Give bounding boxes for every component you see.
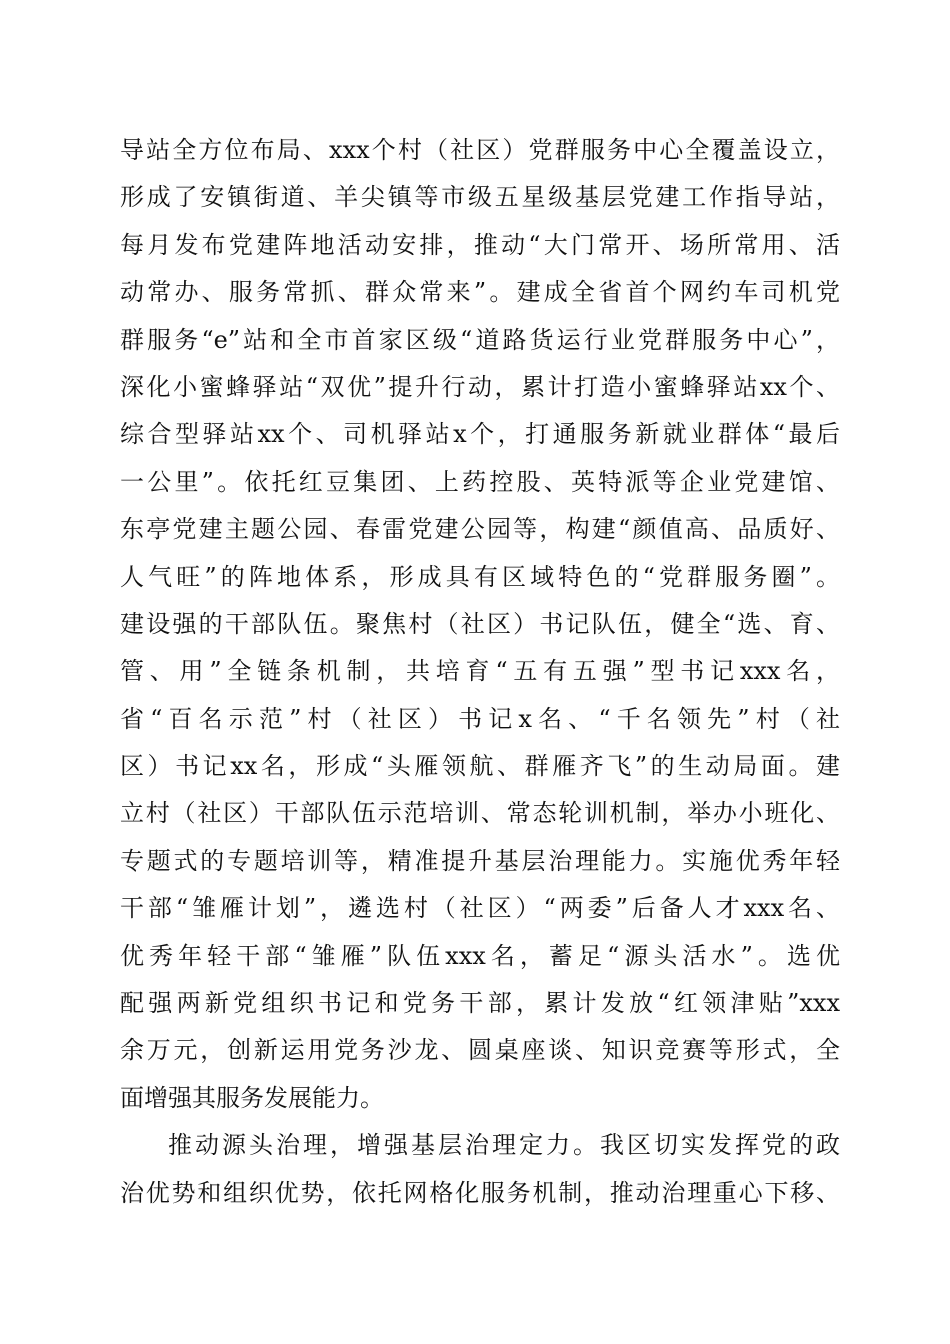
text-line: 深化小蜜蜂驿站“双优”提升行动，累计打造小蜜蜂驿站xx个、 [120,372,840,401]
text-line: 形成了安镇街道、羊尖镇等市级五星级基层党建工作指导站， [120,183,840,212]
text-line: 治优势和组织优势，依托网格化服务机制，推动治理重心下移、 [120,1178,840,1207]
text-line: 余万元，创新运用党务沙龙、圆桌座谈、知识竞赛等形式，全 [120,1036,840,1065]
text-line: 面增强其服务发展能力。 [120,1083,384,1112]
text-line: 管、用”全链条机制，共培育“五有五强”型书记xxx名， [120,657,840,686]
text-line: 东亭党建主题公园、春雷党建公园等，构建“颜值高、品质好、 [120,515,840,544]
text-line: 每月发布党建阵地活动安排，推动“大门常开、场所常用、活 [120,230,840,259]
text-line: 配强两新党组织书记和党务干部，累计发放“红领津贴”xxx [120,989,840,1018]
text-line: 建设强的干部队伍。聚焦村（社区）书记队伍，健全“选、育、 [120,609,840,638]
text-line: 立村（社区）干部队伍示范培训、常态轮训机制，举办小班化、 [120,799,840,828]
text-line: 动常办、服务常抓、群众常来”。建成全省首个网约车司机党 [120,278,840,307]
body-text [120,127,840,1217]
text-line: 导站全方位布局、xxx个村（社区）党群服务中心全覆盖设立， [120,136,840,164]
paragraph-start-line: 推动源头治理，增强基层治理定力。我区切实发挥党的政 [168,1131,840,1160]
text-line: 群服务“e”站和全市首家区级“道路货运行业党群服务中心”， [120,325,840,354]
text-line: 人气旺”的阵地体系，形成具有区域特色的“党群服务圈”。 [120,562,840,591]
text-line: 区）书记xx名，形成“头雁领航、群雁齐飞”的生动局面。建 [120,752,840,781]
text-line: 一公里”。依托红豆集团、上药控股、英特派等企业党建馆、 [120,467,840,496]
text-line: 干部“雏雁计划”，遴选村（社区）“两委”后备人才xxx名、 [120,894,840,923]
text-line: 省“百名示范”村（社区）书记x名、“千名领先”村（社 [120,704,840,733]
text-line: 综合型驿站xx个、司机驿站x个，打通服务新就业群体“最后 [120,420,840,449]
text-line: 优秀年轻干部“雏雁”队伍xxx名，蓄足“源头活水”。选优 [120,941,840,970]
text-line: 专题式的专题培训等，精准提升基层治理能力。实施优秀年轻 [120,846,840,875]
